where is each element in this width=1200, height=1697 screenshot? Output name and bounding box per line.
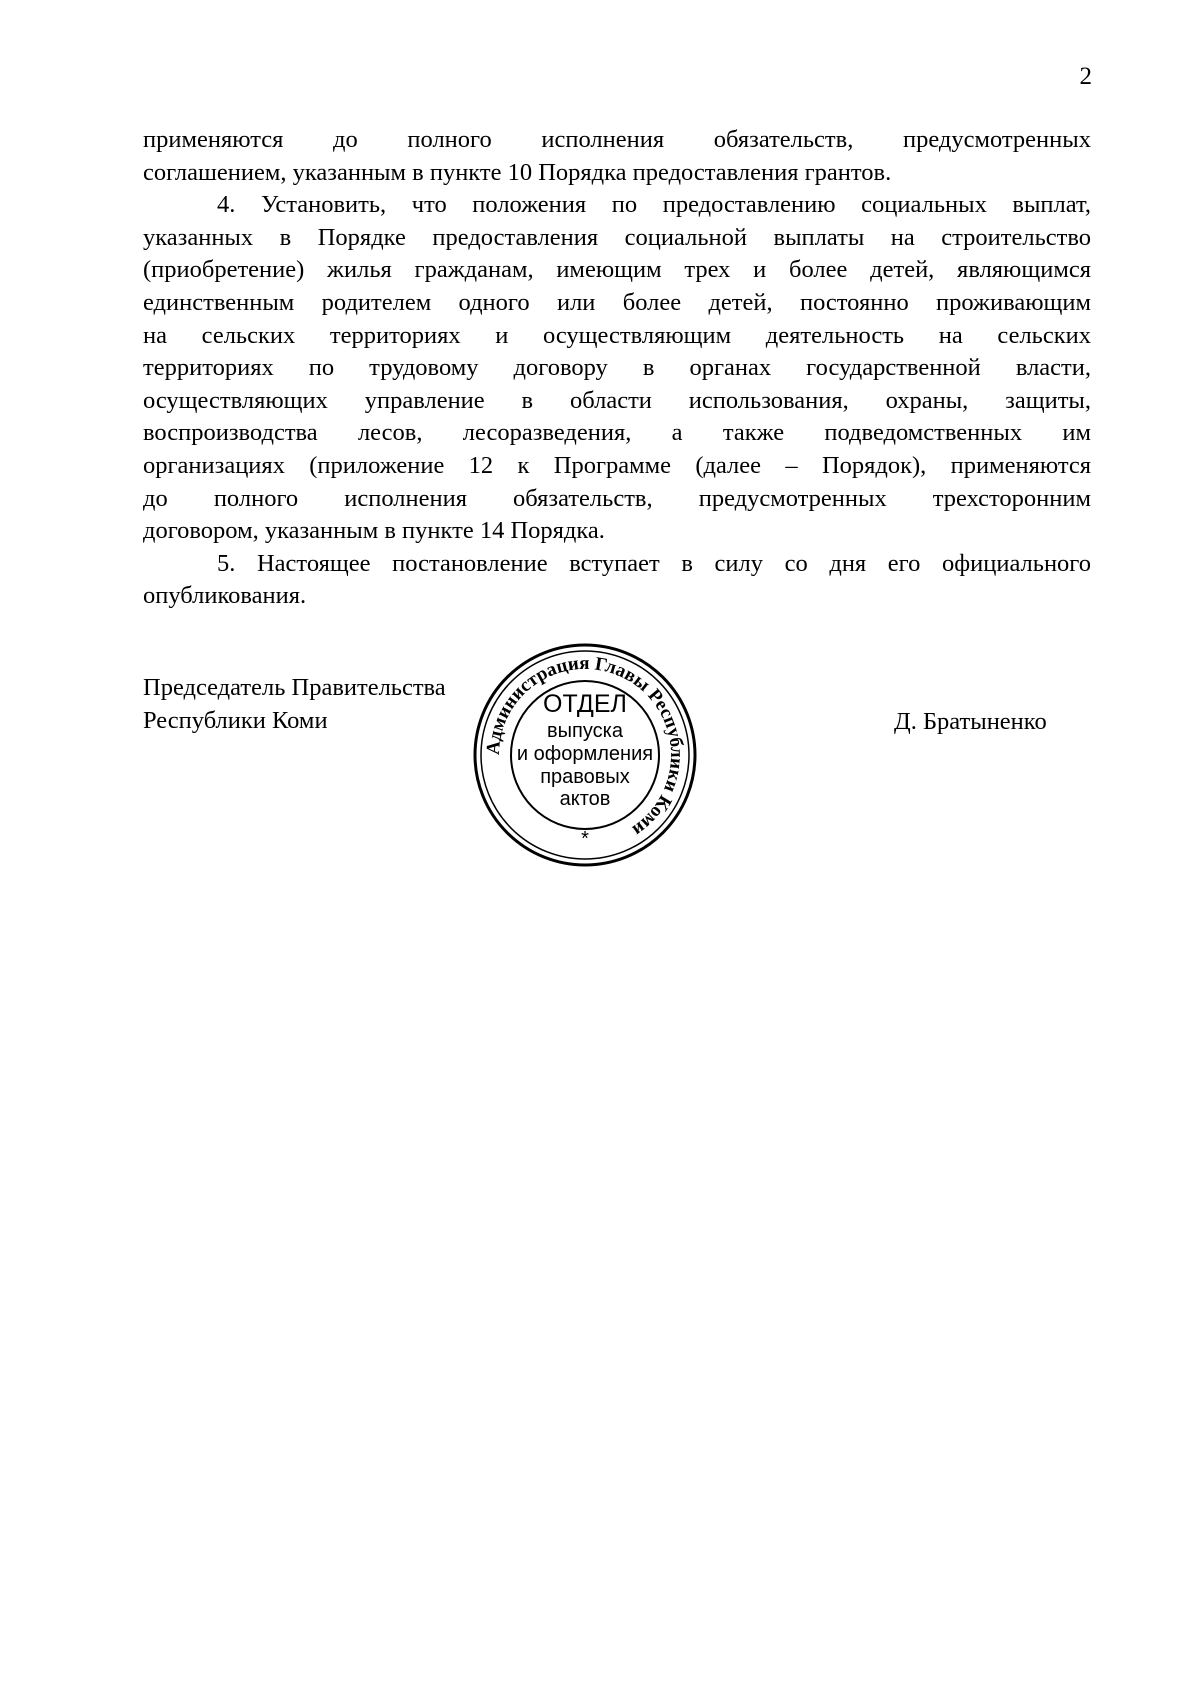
paragraph-continuation <box>143 124 1091 189</box>
stamp-center-line: правовых <box>540 766 630 788</box>
stamp-center-line: актов <box>559 788 611 810</box>
text-line: соглашением, указанным в пункте 10 Порядка предоставления грантов. <box>143 158 892 186</box>
text-line: договором, указанным в пункте 14 Порядка. <box>143 517 605 545</box>
text-line: 5. Настоящее постановление вступает в силу со дня его официального <box>217 549 1091 577</box>
signatory-position-line1: Председатель Правительства <box>143 674 446 701</box>
text-line: до полного исполнения обязательств, предусмотренных трехсторонним <box>143 484 1091 512</box>
text-line: указанных в Порядке предоставления социальной выплаты на строительство <box>143 223 1091 251</box>
text-line: воспроизводства лесов, лесоразведения, а также подведомственных им <box>143 419 1091 447</box>
stamp-center-line: ОТДЕЛ <box>543 690 627 718</box>
text-line: применяются до полного исполнения обязательств, предусмотренных <box>143 126 1091 153</box>
paragraph-item-5 <box>143 548 1091 613</box>
text-line: территориях по трудовому договору в органах государственной власти, <box>143 354 1091 382</box>
stamp-ring-text: Администрация Главы Республики Коми <box>482 652 688 841</box>
text-line: на сельских территориях и осуществляющим деятельность на сельских <box>143 321 1091 349</box>
paragraph-item-4 <box>143 189 1091 548</box>
signatory-position <box>143 671 446 737</box>
document-body <box>143 124 1091 613</box>
page-number: 2 <box>1079 63 1092 90</box>
official-stamp <box>470 640 700 870</box>
text-line: 4. Установить, что положения по предоставлению социальных выплат, <box>217 191 1091 219</box>
stamp-star: * <box>581 828 589 850</box>
text-line: осуществляющих управление в области использования, охраны, защиты, <box>143 386 1091 414</box>
text-line: (приобретение) жилья гражданам, имеющим трех и более детей, являющимся <box>143 256 1091 284</box>
text-line: опубликования. <box>143 582 307 610</box>
signatory-name: Д. Братыненко <box>894 708 1047 735</box>
stamp-center-line: и оформления <box>516 743 654 765</box>
stamp-graphic <box>470 640 700 870</box>
text-line: организациях (приложение 12 к Программе (далее – Порядок), применяются <box>143 451 1091 479</box>
signatory-position-line2: Республики Коми <box>143 707 328 734</box>
stamp-center-line: выпуска <box>547 720 623 742</box>
text-line: единственным родителем одного или более детей, постоянно проживающим <box>143 288 1091 316</box>
